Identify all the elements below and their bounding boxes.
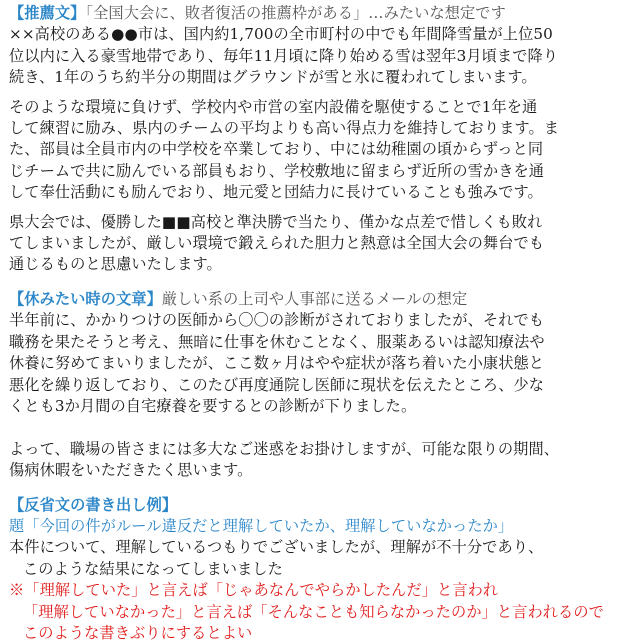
- text-line: 県大会では、優勝した■■高校と準決勝で当たり、僅かな点差で惜しくも敗れ: [9, 212, 543, 231]
- apology-tag: 【反省文の書き出し例】: [9, 495, 178, 514]
- note-line: このような書きぶりにするとよい: [23, 623, 253, 642]
- section-gap: [9, 482, 631, 490]
- text-line: 続き、1年のうち約半分の期間はグラウンドが雪と氷に覆われてしまいます。: [9, 68, 537, 87]
- apology-title-line: 題「今回の件がルール違反だと理解していたか、理解していなかったか」: [9, 516, 514, 535]
- paragraph-gap: [9, 89, 631, 97]
- blank-line: [9, 417, 631, 438]
- text-line: して練習に励み、県内のチームの平均よりも高い得点力を維持しております。ま: [9, 119, 560, 138]
- note-line: 「理解していなかった」と言えば「そんなことも知らなかったのか」と言われるので: [23, 602, 604, 621]
- text-line: 悪化を繰り返しており、このたび再度通院し医師に現状を伝えたところ、少な: [9, 375, 545, 394]
- text-line: 半年前に、かかりつけの医師から〇〇の診断がされておりましたが、それでも: [9, 311, 545, 330]
- paragraph-gap: [9, 204, 631, 212]
- text-line: 位以内に入る豪雪地帯であり、毎年11月頃に降り始める雪は翌年3月頃まで降り: [9, 46, 559, 65]
- recommendation-section: [9, 3, 631, 276]
- text-line: てしまいましたが、厳しい環境で鍛えられた胆力と熱意は全国大会の舞台でも: [9, 234, 545, 253]
- leave-request-heading-line: [9, 289, 631, 310]
- apology-section: [9, 495, 631, 644]
- text-line: そのような環境に負けず、学校内や市営の室内設備を駆使することで1年を通: [9, 97, 538, 116]
- text-line: 傷病休暇をいただきたく思います。: [9, 461, 253, 480]
- leave-request-subtitle: 厳しい系の上司や人事部に送るメールの想定: [161, 289, 468, 308]
- text-line: よって、職場の皆さまには多大なご迷惑をお掛けしますが、可能な限りの期間、: [9, 439, 560, 458]
- recommendation-subtitle: 「全国大会に、敗者復活の推薦枠がある」…みたいな想定です: [85, 4, 506, 22]
- text-line: ××高校のある●●市は、国内約1,700の全市町村の中でも年間降雪量が上位50: [9, 25, 553, 44]
- text-line: 本件について、理解しているつもりでございましたが、理解が不十分であり、: [9, 538, 544, 557]
- text-line: じチームで共に励んでいる部員もおり、学校敷地に留まらず近所の雪かきを通: [9, 161, 545, 180]
- text-line: して奉仕活動にも励んでおり、地元愛と団結力に長けていることも強みです。: [9, 183, 543, 202]
- text-line: た、部員は全員市内の中学校を卒業しており、中には幼稚園の頃からずっと同: [9, 140, 544, 159]
- leave-request-section: [9, 289, 631, 482]
- leave-request-tag: 【休みたい時の文章】: [9, 289, 162, 308]
- note-line: ※「理解していた」と言えば「じゃあなんでやらかしたんだ」と言われ: [9, 581, 499, 600]
- text-line: 職務を果たそうと考え、無暗に仕事を休むことなく、服薬あるいは認知療法や: [9, 332, 545, 351]
- recommendation-tag: 【推薦文】: [9, 4, 86, 22]
- section-gap: [9, 276, 631, 284]
- text-line: 休養に努めてまいりましたが、ここ数ヶ月はやや症状が落ち着いた小康状態と: [9, 354, 545, 373]
- text-line: くとも3か月間の自宅療養を要するとの診断が下りました。: [9, 396, 417, 415]
- text-line: 通じるものと思慮いたします。: [9, 255, 222, 274]
- text-line: このような結果になってしまいました: [23, 559, 283, 578]
- recommendation-heading-line: [9, 3, 631, 24]
